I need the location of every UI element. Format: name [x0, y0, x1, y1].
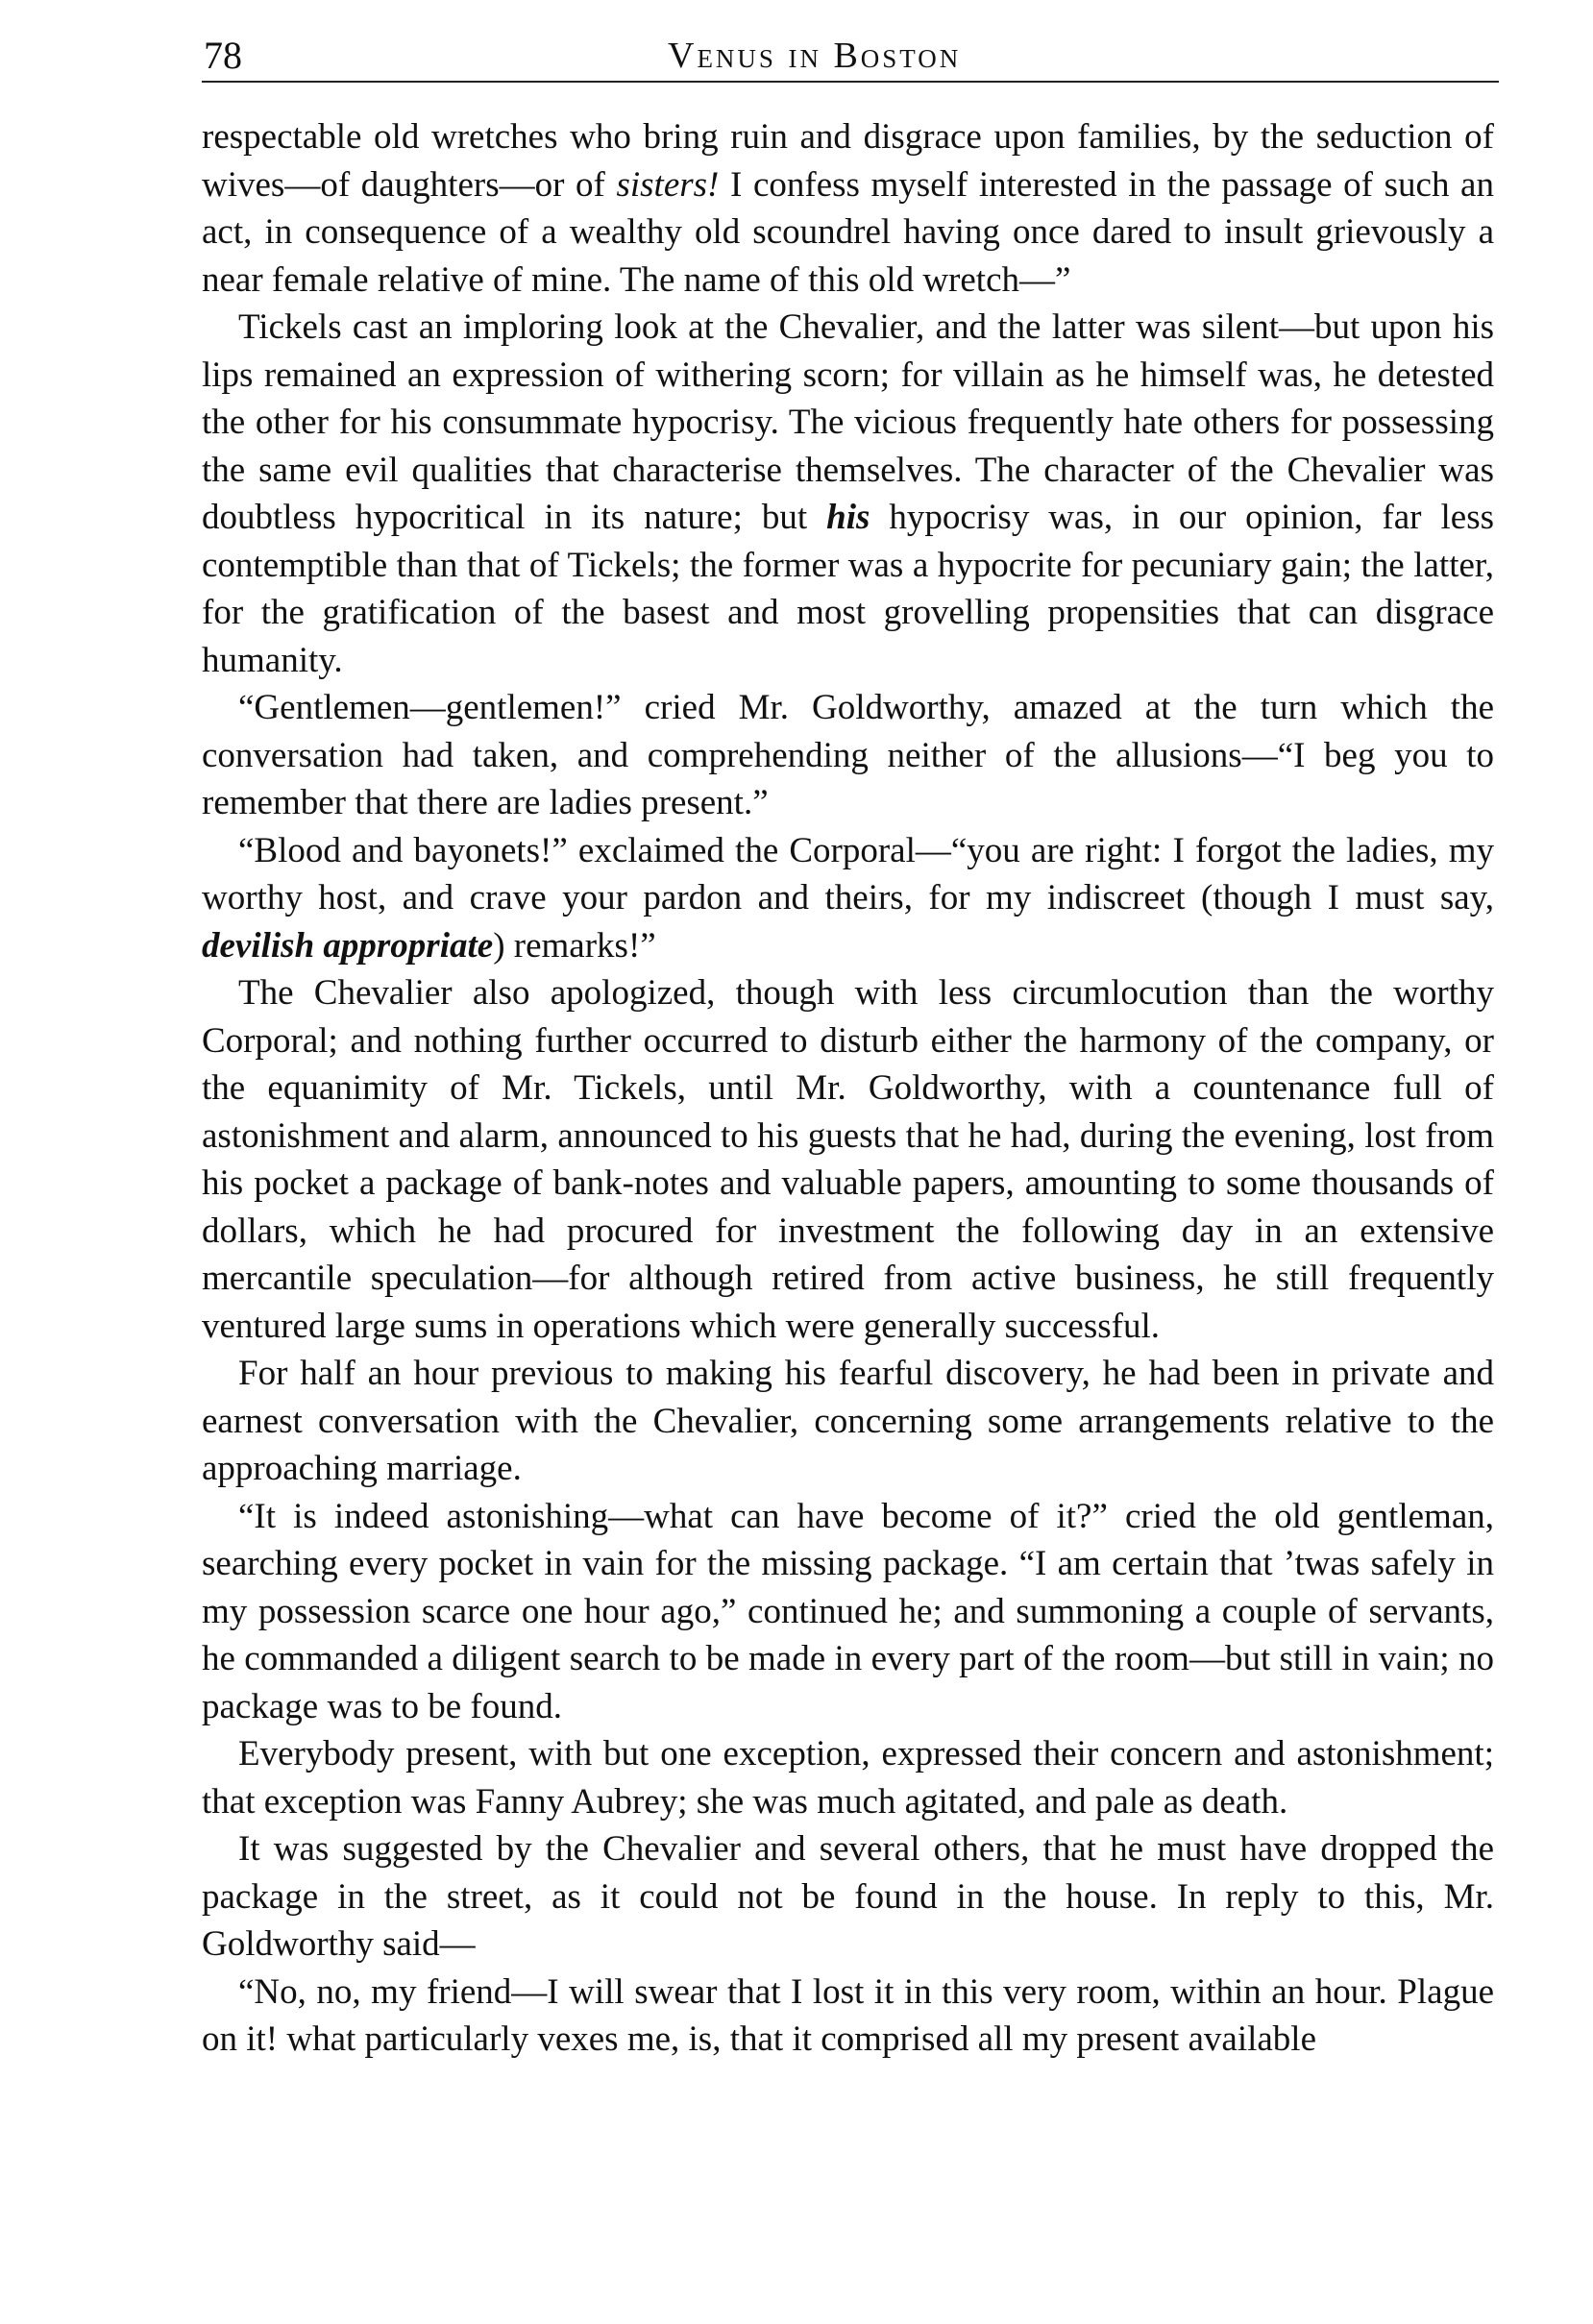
text-segment: It was suggested by the Chevalier and several others, that he must have dropped the package in the street, as it could not be found in the house. In reply to this, Mr. Goldworthy said— — [202, 1829, 1494, 1964]
text-segment-bold-italic: devilish appropriate — [202, 925, 494, 966]
text-segment: respectable old wretches who bring ruin and disgrace upon families, by the seduction of wives—of daughters—or of — [202, 117, 1494, 205]
text-segment: “It is indeed astonishing—what can have become of it?” cried the old gentleman, searching every pocket in vain for the missing package. “I am certain that ’twas safely in my possession scarce one hour ago,” continued he; and summoning a couple of servants, he commanded a diligent search to be made in every part of the room—but still in vain; no package was to be found. — [202, 1496, 1494, 1726]
paragraph-1 — [202, 113, 1494, 304]
text-segment: hypocrisy was, in our opinion, far less contemptible than that of Tickels; the former was a hypocrite for pecuniary gain; the latter, for the gratification of the basest and most grovelling propensities that can disgrace humanity. — [202, 498, 1494, 680]
text-segment: ) remarks!” — [493, 925, 656, 966]
page-header — [202, 29, 1499, 83]
paragraph-3 — [202, 684, 1494, 827]
paragraph-10 — [202, 1969, 1494, 2064]
text-segment: I confess myself interested in the passage of such an act, in consequence of a wealthy old scoundrel having once dared to insult grievously a near female relative of mine. The name of this old wretch—” — [202, 164, 1494, 300]
paragraph-2 — [202, 304, 1494, 684]
body-text — [202, 113, 1494, 2064]
paragraph-8 — [202, 1730, 1494, 1825]
text-segment: The Chevalier also apologized, though with less circumlocution than the worthy Corporal; and nothing further occurred to disturb either the harmony of the company, or the equanimity of Mr. Tickels, until Mr. Goldworthy, with a countenance full of astonishment and alarm, announced to his guests that he had, during the evening, lost from his pocket a package of bank-notes and valuable papers, amounting to some thousands of dollars, which he had procured for investment the following day in an extensive mercantile speculation—for although retired from active business, he still frequently ventured large sums in operations which were generally successful. — [202, 973, 1494, 1346]
running-title: Venus in Boston — [668, 36, 962, 76]
paragraph-5 — [202, 969, 1494, 1350]
text-segment: For half an hour previous to making his fearful discovery, he had been in private and earnest conversation with the Chevalier, concerning some arrangements relative to the approaching marriage. — [202, 1354, 1494, 1488]
paragraph-7 — [202, 1493, 1494, 1731]
text-segment: “No, no, my friend—I will swear that I lost it in this very room, within an hour. Plague on it! what particularly vexes me, is, that it comprised all my present available — [202, 1971, 1494, 2059]
text-segment-italic: sisters! — [616, 164, 720, 205]
text-segment-bold-italic: his — [826, 498, 870, 537]
text-segment: Everybody present, with but one exception, expressed their concern and astonishment; that exception was Fanny Aubrey; she was much agitated, and pale as death. — [202, 1734, 1494, 1822]
text-segment: “Gentlemen—gentlemen!” cried Mr. Goldworthy, amazed at the turn which the conversation had taken, and comprehending neither of the allusions—“I beg you to remember that there are ladies present.” — [202, 688, 1494, 822]
page-number: 78 — [204, 34, 242, 77]
text-segment: Tickels cast an imploring look at the Chevalier, and the latter was silent—but upon his lips remained an expression of withering scorn; for villain as he himself was, he detested the other for his consummate hypocrisy. The vicious frequently hate others for possessing the same evil qualities that characterise themselves. The character of the Chevalier was doubtless hypocritical in its nature; but — [202, 307, 1494, 537]
header-rule — [202, 81, 1499, 83]
text-segment: “Blood and bayonets!” exclaimed the Corporal—“you are right: I forgot the ladies, my worthy host, and crave your pardon and theirs, for my indiscreet (though I must say, — [202, 830, 1494, 917]
paragraph-4 — [202, 827, 1494, 970]
paragraph-6 — [202, 1350, 1494, 1493]
paragraph-9 — [202, 1825, 1494, 1969]
